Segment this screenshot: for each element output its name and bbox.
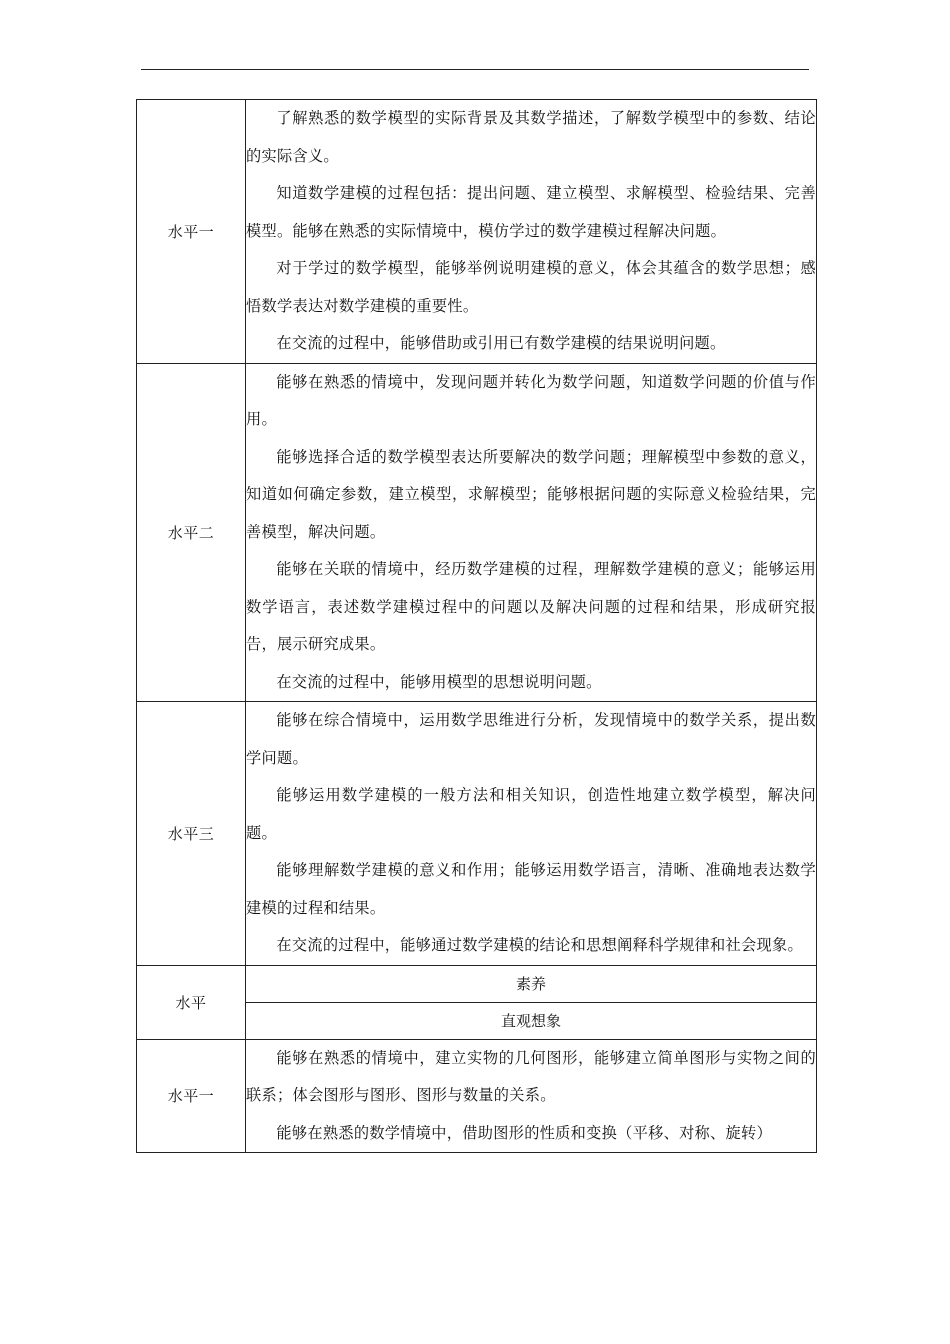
header-row [137,965,817,1002]
literacy-header-cell: 素养 [246,965,817,1002]
level-header-cell: 水平 [137,965,246,1039]
table-row [137,100,817,364]
description-paragraph: 知道数学建模的过程包括：提出问题、建立模型、求解模型、检验结果、完善模型。能够在熟悉的实际情境中，模仿学过的数学建模过程解决问题。 [246,184,816,240]
description-cell [246,363,817,702]
description-paragraph: 能够在关联的情境中，经历数学建模的过程，理解数学建模的意义；能够运用数学语言，表述数学建模过程中的问题以及解决问题的过程和结果，形成研究报告，展示研究成果。 [246,560,816,653]
table-row [137,363,817,702]
literacy-levels-table [136,99,817,1153]
description-paragraph: 能够在综合情境中，运用数学思维进行分析，发现情境中的数学关系，提出数学问题。 [246,711,816,767]
description-paragraph: 在交流的过程中，能够通过数学建模的结论和思想阐释科学规律和社会现象。 [276,936,803,954]
table-row [137,702,817,966]
description-paragraph: 能够在熟悉的数学情境中，借助图形的性质和变换（平移、对称、旋转） [276,1123,772,1142]
description-cell [246,702,817,966]
level-cell: 水平一 [137,100,246,364]
description-cell [246,100,817,364]
description-paragraph: 在交流的过程中，能够借助或引用已有数学建模的结果说明问题。 [276,334,726,352]
description-paragraph: 能够在熟悉的情境中，建立实物的几何图形，能够建立简单图形与实物之间的联系；体会图形与图形、图形与数量的关系。 [246,1048,816,1104]
level-cell: 水平二 [137,363,246,702]
description-paragraph: 能够运用数学建模的一般方法和相关知识，创造性地建立数学模型，解决问题。 [246,786,816,842]
description-paragraph: 能够在熟悉的情境中，发现问题并转化为数学问题，知道数学问题的价值与作用。 [246,372,816,428]
table-row [137,1039,817,1153]
description-paragraph: 了解熟悉的数学模型的实际背景及其数学描述，了解数学模型中的参数、结论的实际含义。 [246,109,816,165]
description-paragraph: 能够选择合适的数学模型表达所要解决的数学问题；理解模型中参数的意义，知道如何确定参数，建立模型，求解模型；能够根据问题的实际意义检验结果，完善模型，解决问题。 [246,447,816,541]
level-cell: 水平一 [137,1039,246,1153]
level-cell: 水平三 [137,702,246,966]
description-paragraph: 能够理解数学建模的意义和作用；能够运用数学语言，清晰、准确地表达数学建模的过程和结果。 [246,861,816,917]
literacy-name-cell: 直观想象 [246,1002,817,1039]
description-cell [246,1039,817,1153]
description-paragraph: 在交流的过程中，能够用模型的思想说明问题。 [276,672,602,691]
description-paragraph: 对于学过的数学模型，能够举例说明建模的意义，体会其蕴含的数学思想；感悟数学表达对数学建模的重要性。 [246,259,816,315]
header-rule [141,69,809,70]
